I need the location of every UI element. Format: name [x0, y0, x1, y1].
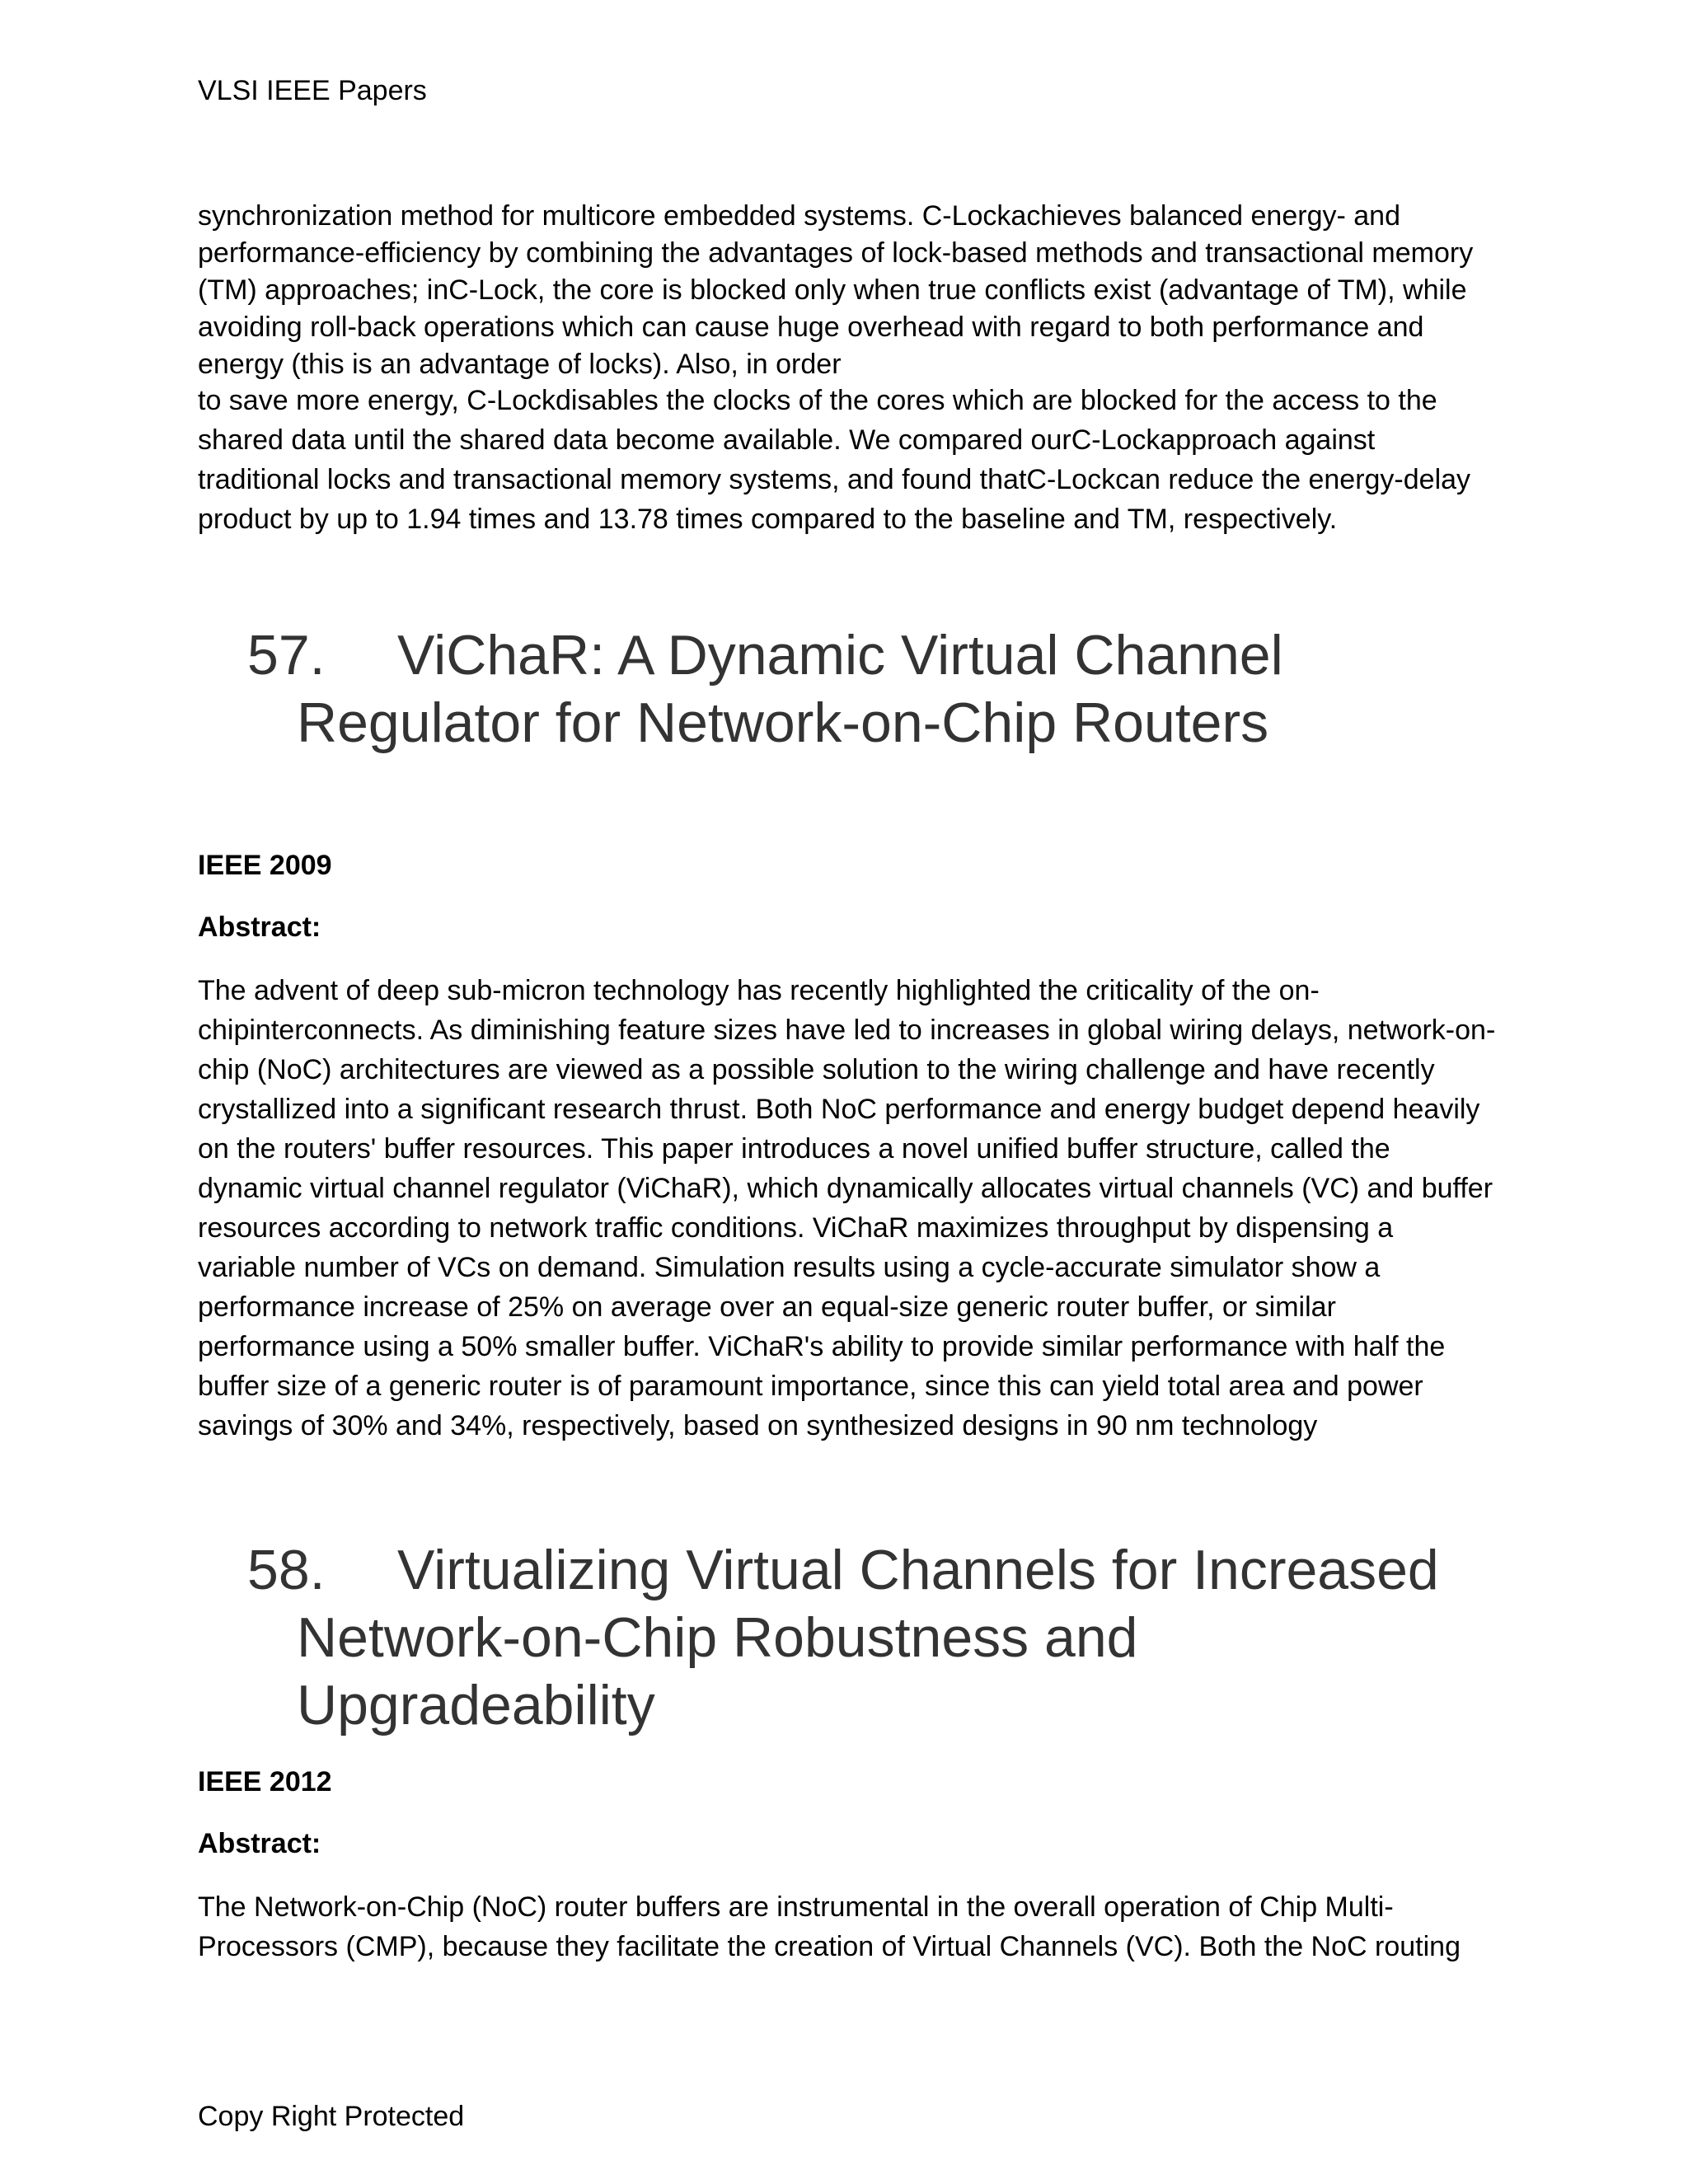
text-line: avoiding roll-back operations which can cause huge overhead with regard to both performance and: [198, 312, 1424, 343]
text-line: product by up to 1.94 times and 13.78 times compared to the baseline and TM, respectively.: [198, 504, 1338, 535]
paper-57-abstract: [198, 971, 1517, 1446]
text-line: performance using a 50% smaller buffer. ViChaR's ability to provide similar performance with half the: [198, 1331, 1446, 1362]
text-line: crystallized into a significant research thrust. Both NoC performance and energy budget depend heavily: [198, 1094, 1480, 1125]
paper-57-abstract-label: Abstract:: [198, 912, 321, 943]
text-line: to save more energy, C-Lockdisables the clocks of the cores which are blocked for the access to the: [198, 385, 1437, 416]
paper-58-abstract: [198, 1887, 1517, 1966]
title-line: ViChaR: A Dynamic Virtual Channel: [397, 624, 1283, 687]
text-line: dynamic virtual channel regulator (ViChaR), which dynamically allocates virtual channels (VC) and buffer: [198, 1173, 1493, 1204]
paper-number: 57.: [247, 624, 326, 687]
text-line: synchronization method for multicore embedded systems. C-Lockachieves balanced energy- and: [198, 200, 1400, 232]
text-line: performance-efficiency by combining the advantages of lock-based methods and transactional memory: [198, 237, 1474, 269]
paper-58-title: [247, 1536, 1566, 1739]
text-line: chipinterconnects. As diminishing feature sizes have led to increases in global wiring delays, network-on-: [198, 1015, 1496, 1046]
text-line: The Network-on-Chip (NoC) router buffers are instrumental in the overall operation of Chip Multi-: [198, 1891, 1394, 1923]
text-line: on the routers' buffer resources. This paper introduces a novel unified buffer structure, called the: [198, 1133, 1390, 1165]
text-line: energy (this is an advantage of locks). Also, in order: [198, 349, 842, 380]
title-line: Regulator for Network-on-Chip Routers: [297, 691, 1269, 754]
page-footer: Copy Right Protected: [198, 2101, 465, 2132]
paper-57-title: [247, 621, 1566, 757]
text-line: The advent of deep sub-micron technology has recently highlighted the criticality of the on-: [198, 975, 1320, 1006]
text-line: chip (NoC) architectures are viewed as a possible solution to the wiring challenge and have recently: [198, 1054, 1435, 1085]
intro-paragraph-part-2: [198, 381, 1517, 539]
paper-number: 58.: [247, 1539, 326, 1601]
paper-57-year: IEEE 2009: [198, 850, 332, 881]
text-line: resources according to network traffic conditions. ViChaR maximizes throughput by dispensing a: [198, 1212, 1394, 1244]
text-line: (TM) approaches; inC-Lock, the core is blocked only when true conflicts exist (advantage of TM), while: [198, 274, 1467, 306]
paper-58-abstract-label: Abstract:: [198, 1828, 321, 1859]
text-line: traditional locks and transactional memory systems, and found thatC-Lockcan reduce the energy-delay: [198, 464, 1471, 495]
title-line: Network-on-Chip Robustness and: [297, 1606, 1138, 1669]
title-line: Virtualizing Virtual Channels for Increased: [397, 1539, 1439, 1601]
text-line: savings of 30% and 34%, respectively, based on synthesized designs in 90 nm technology: [198, 1410, 1318, 1441]
text-line: Processors (CMP), because they facilitate the creation of Virtual Channels (VC). Both the NoC routing: [198, 1931, 1461, 1962]
text-line: buffer size of a generic router is of paramount importance, since this can yield total area and power: [198, 1371, 1423, 1402]
text-line: variable number of VCs on demand. Simulation results using a cycle-accurate simulator show a: [198, 1252, 1381, 1283]
text-line: shared data until the shared data become available. We compared ourC-Lockapproach against: [198, 424, 1376, 456]
page-header: VLSI IEEE Papers: [198, 75, 427, 106]
paper-58-year: IEEE 2012: [198, 1766, 332, 1797]
title-line: Upgradeability: [297, 1674, 655, 1736]
text-line: performance increase of 25% on average over an equal-size generic router buffer, or similar: [198, 1291, 1336, 1323]
intro-paragraph-part-1: [198, 198, 1517, 383]
